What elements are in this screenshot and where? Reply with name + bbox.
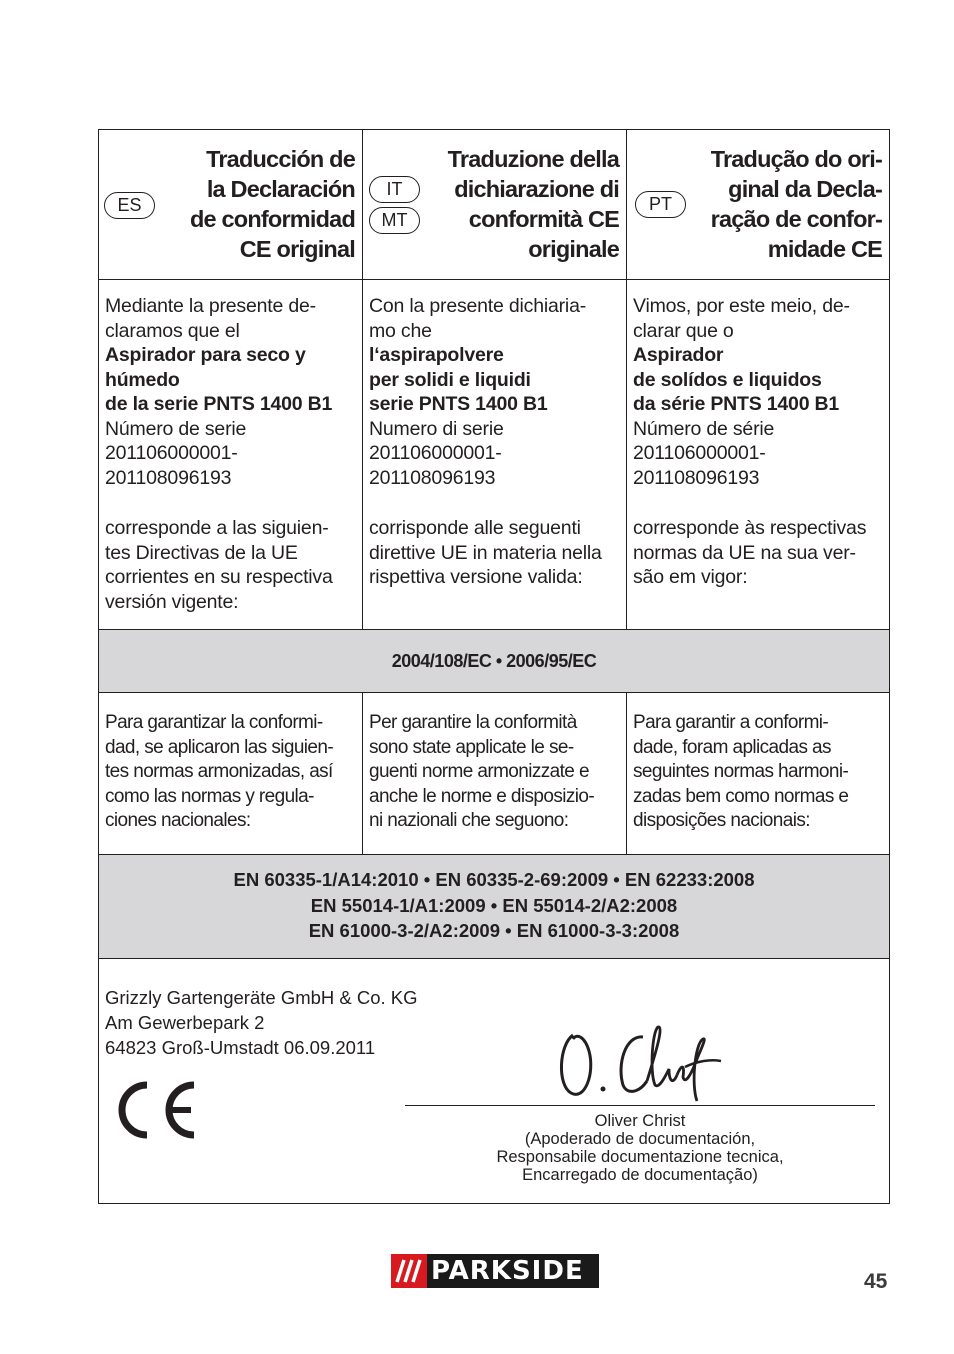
norms-intro-text-es: Para garantizar la conformi- dad, se aplicaron las siguien- tes normas armonizadas, así como las normas y regula- ciones nacionales: [105,712,334,831]
logo-wordmark: PARKSIDE [431,1256,584,1286]
norms-intro-cell-pt [626,693,889,854]
serial-range-es: Número de serie 201106000001- 201108096193 [105,417,247,489]
norms-list [99,867,889,944]
directives-list: 2004/108/EC • 2006/95/EC [391,651,597,671]
signature-line [405,1105,875,1106]
product-name-pt: Aspirador de solídos e liquidos da série PNTS 1400 B1 [633,344,840,415]
intro-text-es [105,294,332,490]
footer-row [99,959,889,1203]
norms-intro-text-it: Per garantire la conformità sono state applicate le se- guenti norme armonizzate e anche le norme e disposizio- ni nazionali che seguono: [369,712,595,831]
header-title-it: Traduzione della dichiarazione di conformità CE originale [447,146,619,262]
directives-intro-pt: corresponde às respectivas normas da UE na sua ver- são em vigor: [633,517,867,588]
directives-row [99,630,889,693]
header-row [99,130,889,280]
language-badge-es: ES [104,192,155,219]
norm-line: EN 55014-1/A1:2009 • EN 55014-2/A2:2008 [310,894,678,916]
norm-line: EN 61000-3-2/A2:2009 • EN 61000-3-3:2008 [308,920,680,941]
serial-range-it: Numero di serie 201106000001- 201108096193 [369,417,504,489]
serial-range-pt: Número de série 201106000001- 201108096193 [633,417,775,489]
header-cell-es [99,130,362,279]
norms-intro-row [99,693,889,855]
page-number: 45 [864,1270,888,1293]
header-title-pt: Tradução do ori- ginal da Decla- ração de confor- midade CE [710,146,882,262]
intro-lead-it: Con la presente dichiaria- mo che [369,295,587,342]
intro-cell-es [99,280,362,629]
signature-image [551,1015,731,1105]
intro-lead-es: Mediante la presente de- claramos que el [105,295,316,342]
intro-row [99,280,889,630]
intro-lead-pt: Vimos, por este meio, de- clarar que o [633,295,850,342]
norm-line: EN 60335-1/A14:2010 • EN 60335-2-69:2009 • EN 62233:2008 [233,869,755,890]
language-badge-pt: PT [635,191,686,218]
norms-intro-text-pt: Para garantir a conformi- dade, foram aplicadas as seguintes normas harmoni- zadas bem como normas e disposições nacionais: [633,712,849,831]
norms-row [99,855,889,959]
norms-intro-cell-es [99,693,362,854]
header-cell-it [362,130,626,279]
product-name-es: Aspirador para seco y húmedo de la serie PNTS 1400 B1 [105,344,333,415]
ce-mark-icon [109,1075,199,1145]
parkside-logo [391,1254,599,1288]
signatory-details: Oliver Christ (Apoderado de documentación, Responsabile documentazione tecnica, Encarregado de documentação) [496,1112,784,1184]
manufacturer-address: Grizzly Gartengeräte GmbH & Co. KG Am Gewerbepark 2 64823 Groß-Umstadt 06.09.2011 [105,987,418,1058]
intro-cell-it [362,280,626,629]
intro-text-it [369,294,586,490]
language-badge-it: IT [369,176,420,203]
header-title-es: Traducción de la Declaración de conformidad CE original [189,146,355,262]
directives-intro-it: corrisponde alle seguenti direttive UE in materia nella rispettiva versione valida: [369,517,602,588]
declaration-table [98,129,890,1204]
intro-text-pt [633,294,850,490]
product-name-it: l‘aspirapolvere per solidi e liquidi serie PNTS 1400 B1 [369,344,548,415]
intro-cell-pt [626,280,889,629]
header-cell-pt [626,130,889,279]
directives-intro-es: corresponde a las siguien- tes Directivas de la UE corrientes en su respectiva versión vigente: [105,517,333,613]
logo-stripes-icon [391,1254,427,1288]
norms-intro-cell-it [362,693,626,854]
language-badge-mt: MT [369,207,420,234]
